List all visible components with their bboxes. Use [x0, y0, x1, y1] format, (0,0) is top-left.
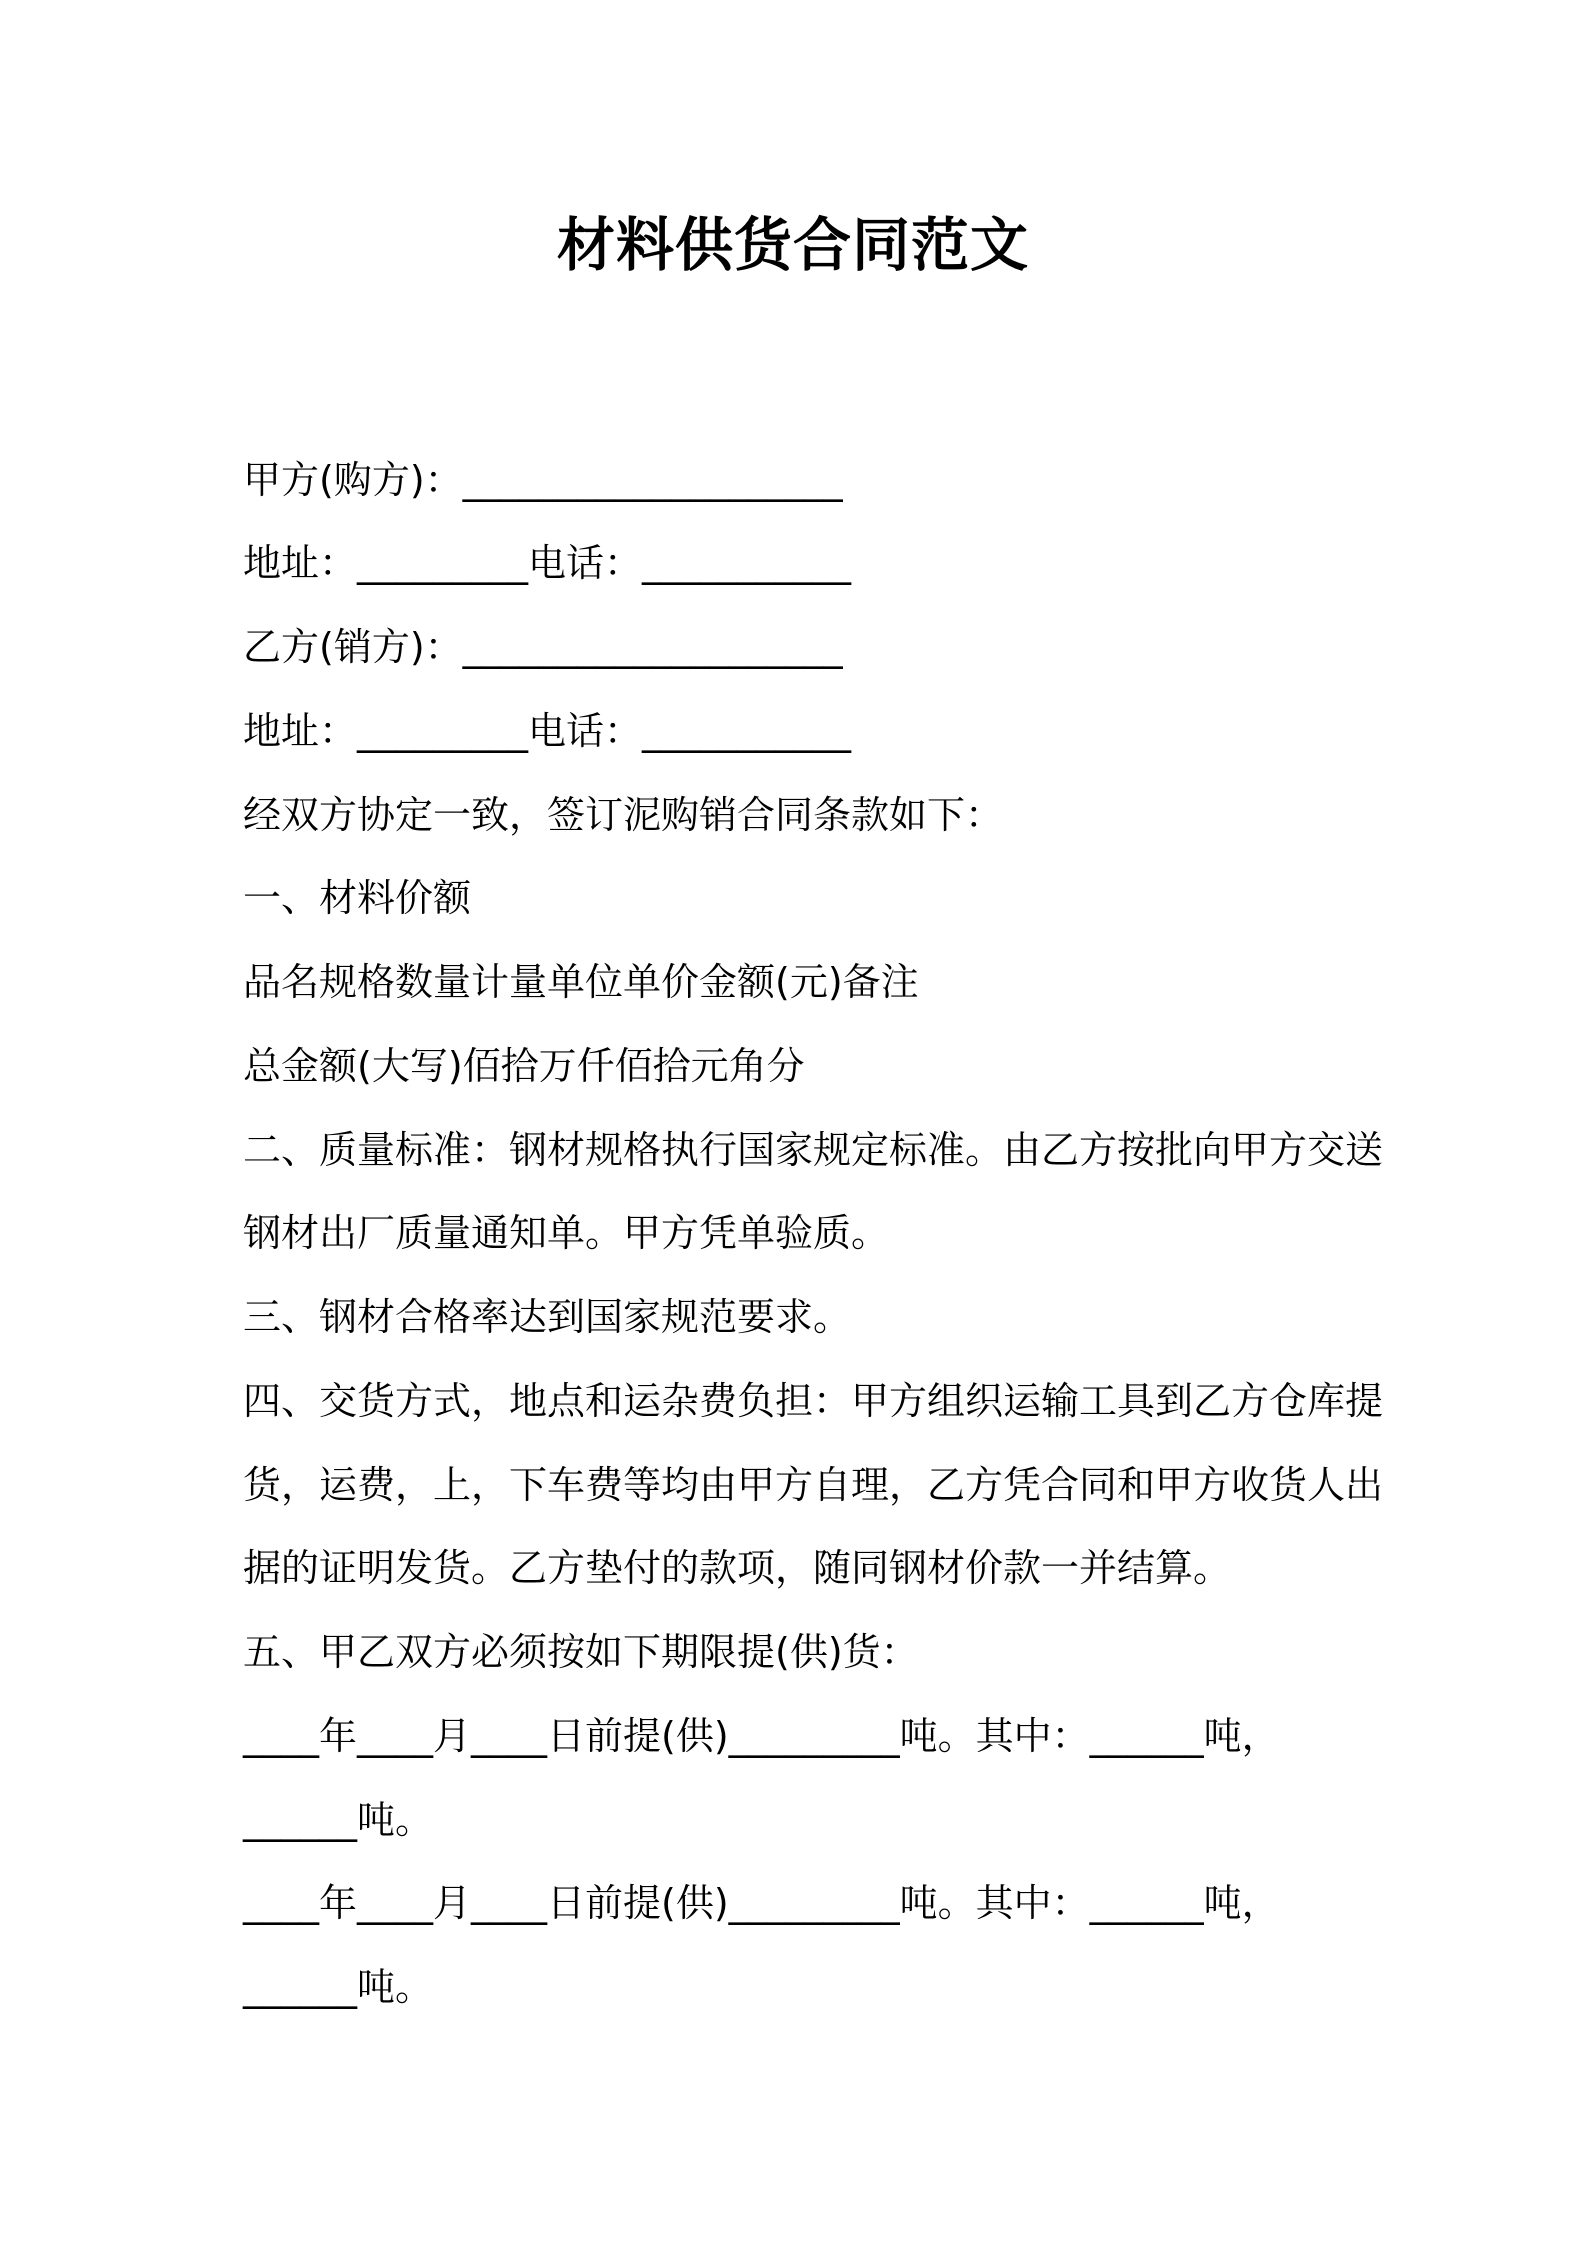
section-4-line-2: 货，运费，上，下车费等均由甲方自理，乙方凭合同和甲方收货人出 [243, 1463, 1384, 1507]
party-b-line: 乙方(销方)：____________________ [243, 625, 843, 669]
party-a-address-line: 地址：_________电话：___________ [243, 541, 852, 585]
document-title: 材料供货合同范文 [556, 211, 1029, 279]
section-4-line-1: 四、交货方式，地点和运杂费负担：甲方组织运输工具到乙方仓库提 [243, 1379, 1384, 1423]
section-2-line-2: 钢材出厂质量通知单。甲方凭单验质。 [243, 1211, 890, 1255]
delivery-schedule-1: ____年____月____日前提(供)_________吨。其中：______吨， [243, 1714, 1280, 1758]
section-1-heading: 一、材料价额 [243, 876, 472, 920]
delivery-schedule-2: ____年____月____日前提(供)_________吨。其中：______吨， [243, 1881, 1280, 1925]
party-b-address-line: 地址：_________电话：___________ [243, 709, 852, 753]
section-4-line-3: 据的证明发货。乙方垫付的款项，随同钢材价款一并结算。 [243, 1546, 1232, 1590]
section-1-total: 总金额(大写)佰拾万仟佰拾元角分 [243, 1044, 805, 1088]
section-1-columns: 品名规格数量计量单位单价金额(元)备注 [243, 960, 919, 1004]
section-5-heading: 五、甲乙双方必须按如下期限提(供)货： [243, 1630, 919, 1674]
section-2-line-1: 二、质量标准：钢材规格执行国家规定标准。由乙方按批向甲方交送 [243, 1128, 1384, 1172]
section-3-line: 三、钢材合格率达到国家规范要求。 [243, 1295, 852, 1339]
delivery-schedule-2-cont: ______吨。 [243, 1965, 434, 2009]
agreement-intro: 经双方协定一致，签订泥购销合同条款如下： [243, 793, 1004, 837]
delivery-schedule-1-cont: ______吨。 [243, 1798, 434, 1842]
party-a-line: 甲方(购方)：____________________ [243, 458, 843, 502]
